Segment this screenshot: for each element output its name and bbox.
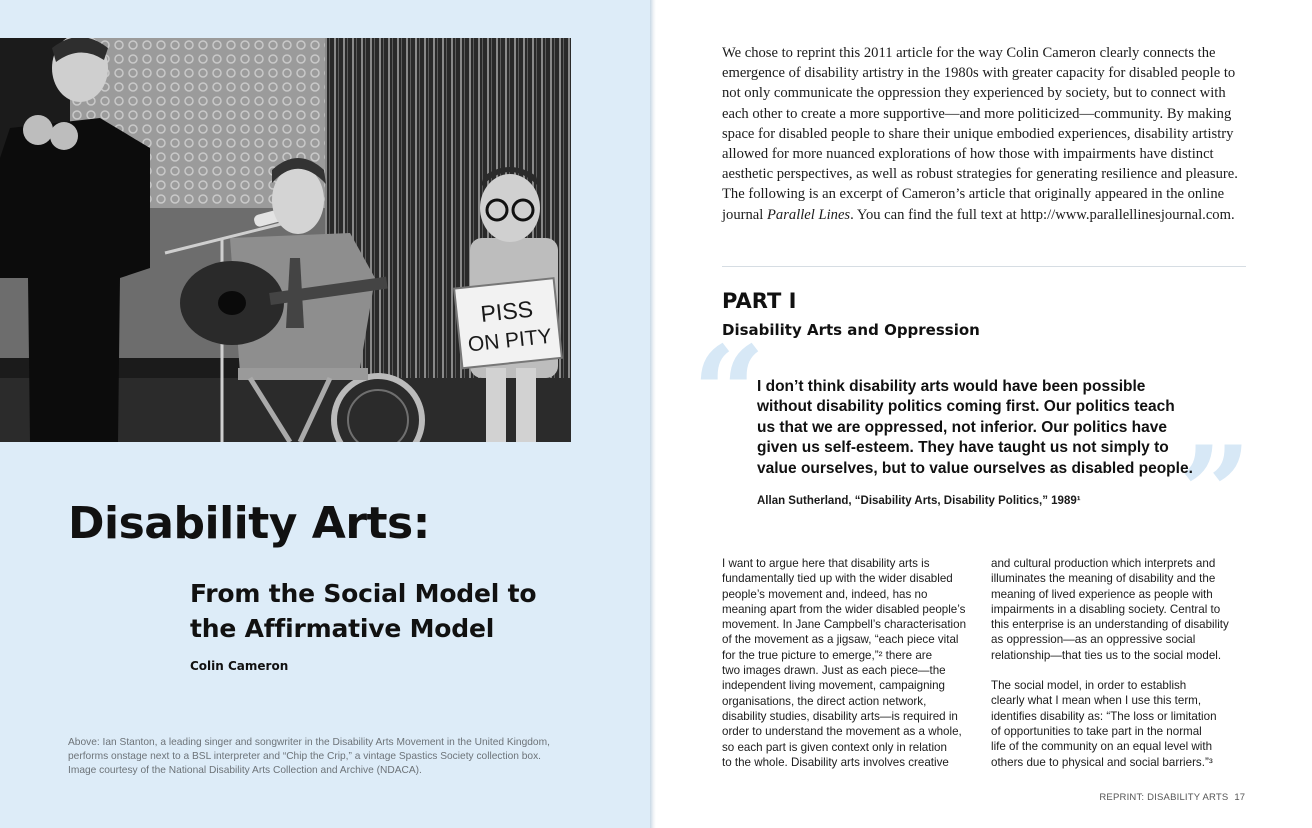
stage-photo-image bbox=[0, 38, 571, 442]
journal-title: Parallel Lines bbox=[767, 206, 851, 223]
left-page bbox=[0, 0, 650, 828]
body-paragraph bbox=[722, 556, 980, 770]
body-line: of opportunities to take part in the normal bbox=[991, 724, 1202, 738]
body-line: life of the community on an equal level with bbox=[991, 740, 1213, 754]
body-paragraph bbox=[991, 556, 1249, 663]
body-line: meaning apart from the wider disabled people’s bbox=[722, 602, 966, 616]
pull-quote-line: I don’t think disability arts would have been possible bbox=[757, 378, 1146, 395]
body-line: independent living movement, campaigning bbox=[722, 679, 945, 693]
body-line: and cultural production which interprets and bbox=[991, 557, 1216, 570]
body-line: order to understand the movement as a whole, bbox=[722, 725, 962, 739]
intro-text: We chose to reprint this 2011 article for the way Colin Cameron clearly connects the emergence of disability artistry in the 1980s with greater capacity for disabled people to not only communicate the oppression they experienced by society, but to connect with each other to create a more supportive—and more politicized—community. By making space for disabled people to share their unique embodied experiences, disability artistry allowed for more nuanced explorations of how those with impairments have distinct aesthetic perspectives, as well as robust strategies for generating resilience and pleasure. The following is an excerpt of Cameron’s article that originally appeared in the online journal bbox=[722, 45, 1238, 223]
body-paragraph bbox=[991, 678, 1249, 770]
open-quote-icon: “ bbox=[692, 319, 766, 469]
sign-text-line1: PISS bbox=[479, 295, 535, 327]
page-number: 17 bbox=[1234, 792, 1245, 803]
pull-quote-line: value ourselves, but to value ourselves as disabled people. bbox=[757, 459, 1193, 477]
article-author: Colin Cameron bbox=[190, 659, 289, 673]
caption-line: performs onstage next to a BSL interpreter and “Chip the Crip,” a vintage Spastics Society collection box. bbox=[68, 751, 542, 762]
body-line: for the true picture to emerge,”² there are bbox=[722, 648, 933, 662]
body-line: two images drawn. Just as each piece—the bbox=[722, 664, 946, 678]
page-gutter bbox=[650, 0, 656, 828]
page-footer bbox=[1060, 792, 1245, 803]
caption-line: Above: Ian Stanton, a leading singer and songwriter in the Disability Arts Movement in the United Kingdom, bbox=[68, 737, 550, 748]
article-title: Disability Arts: bbox=[68, 498, 430, 549]
pull-quote-line: without disability politics coming first. Our politics teach bbox=[757, 398, 1175, 416]
running-footer: REPRINT: DISABILITY ARTS bbox=[1099, 792, 1229, 803]
body-line: fundamentally tied up with the wider disabled bbox=[722, 572, 953, 586]
sign-text-line2: ON PITY bbox=[466, 324, 553, 357]
part-heading: PART I bbox=[722, 289, 797, 313]
body-line: relationship—that ties us to the social model. bbox=[991, 648, 1222, 662]
body-line: people’s movement and, indeed, has no bbox=[722, 587, 928, 601]
caption-line: Image courtesy of the National Disability Arts Collection and Archive (NDACA). bbox=[68, 765, 422, 776]
body-line: movement. In Jane Campbell’s characterisation bbox=[722, 618, 967, 632]
body-line: meaning of lived experience as people with bbox=[991, 587, 1213, 601]
quote-attribution: Allan Sutherland, “Disability Arts, Disability Politics,” 1989¹ bbox=[757, 495, 1081, 507]
pull-quote-line: us that we are oppressed, not inferior. Our politics have bbox=[757, 418, 1167, 436]
body-line: others due to physical and social barriers.”³ bbox=[991, 755, 1213, 769]
body-line: this enterprise is an understanding of disability bbox=[991, 618, 1229, 632]
intro-text-end: . You can find the full text at http://www.parallellinesjournal.com. bbox=[850, 206, 1235, 223]
photo-caption bbox=[68, 736, 580, 778]
body-line: clearly what I mean when I use this term, bbox=[991, 694, 1202, 708]
body-line: disability studies, disability arts—is required in bbox=[722, 709, 958, 723]
body-line: so each part is given context only in relation bbox=[722, 740, 947, 754]
article-subtitle bbox=[190, 576, 570, 646]
subtitle-line: From the Social Model to bbox=[190, 579, 537, 608]
body-line: organisations, the direct action network, bbox=[722, 694, 927, 708]
body-line: impairments in a disabling society. Central to bbox=[991, 602, 1221, 616]
pull-quote-line: given us self-esteem. They have taught us not simply to bbox=[757, 439, 1169, 457]
subtitle-line: the Affirmative Model bbox=[190, 614, 495, 643]
section-divider bbox=[722, 266, 1246, 267]
body-line: as oppression—as an oppressive social bbox=[991, 633, 1196, 647]
body-line: to the whole. Disability arts involves creative bbox=[722, 755, 949, 769]
body-line: I want to argue here that disability arts is bbox=[722, 557, 930, 570]
close-quote-icon: ” bbox=[1178, 419, 1252, 569]
body-line: illuminates the meaning of disability and the bbox=[991, 572, 1216, 586]
body-column-right bbox=[991, 556, 1249, 770]
pull-quote bbox=[757, 377, 1223, 479]
body-column-left bbox=[722, 556, 980, 770]
body-line: of the movement as a jigsaw, “each piece vital bbox=[722, 633, 959, 647]
section-heading: Disability Arts and Oppression bbox=[722, 321, 980, 339]
body-line: The social model, in order to establish bbox=[991, 679, 1187, 693]
body-line: identifies disability as: “The loss or limitation bbox=[991, 709, 1217, 723]
stage-photo bbox=[0, 38, 571, 442]
intro-paragraph bbox=[722, 43, 1250, 225]
